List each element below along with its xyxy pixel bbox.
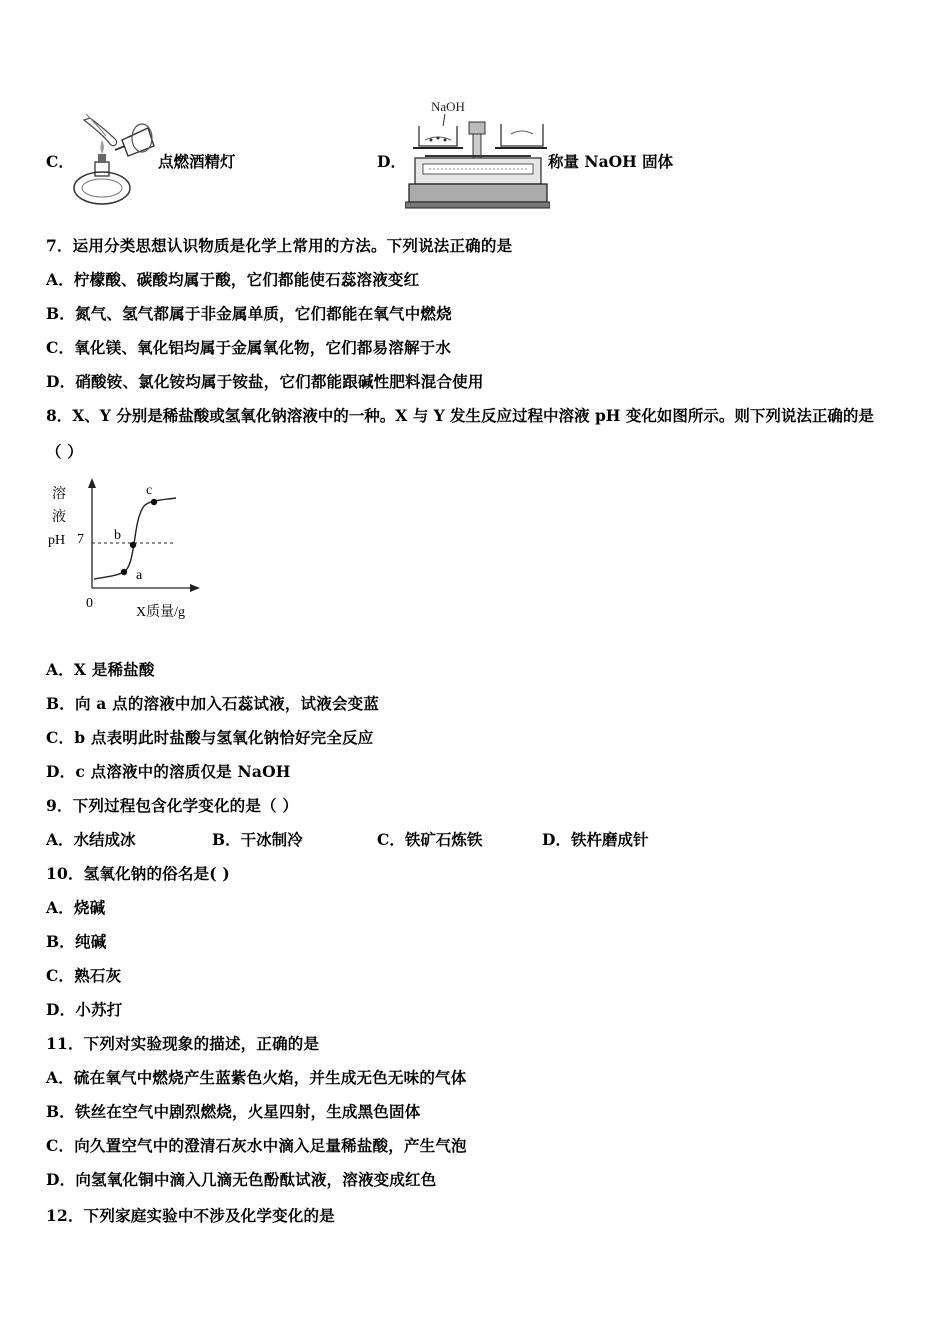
q7-option-d: D．硝酸铵、氯化铵均属于铵盐，它们都能跟碱性肥料混合使用 [46,372,484,391]
q10-option-a: A．烧碱 [46,898,106,917]
chart-ylabel-3: pH [48,533,66,548]
q11-option-c: C．向久置空气中的澄清石灰水中滴入足量稀盐酸，产生气泡 [46,1136,467,1155]
q10-stem: 10．氢氧化钠的俗名是( ) [46,864,230,883]
q9-option-c: C．铁矿石炼铁 [377,830,483,849]
chart-ylabel-1: 溶 [52,487,66,502]
q10-option-c: C．熟石灰 [46,966,122,985]
option-d-letter: D． [377,152,406,171]
chart-y-arrow [88,478,96,488]
q8-option-d: D．c 点溶液中的溶质仅是 NaOH [46,762,291,781]
q10-option-d: D．小苏打 [46,1000,123,1019]
option-d-label: 称量 NaOH 固体 [548,152,674,171]
ph-chart [44,476,214,626]
q9-option-d: D．铁杵磨成针 [542,830,649,849]
chart-point-b-label: b [114,528,121,543]
q8-stem: 8．X、Y 分别是稀盐酸或氢氧化钠溶液中的一种。X 与 Y 发生反应过程中溶液 pH 变化如图所示。则下列说法正确的是 [46,406,874,425]
q9-option-a: A．水结成冰 [46,830,136,849]
q9-option-b: B．干冰制冷 [212,830,303,849]
alcohol-lamp-lighting-icon [70,110,160,210]
q7-option-a: A．柠檬酸、碳酸均属于酸，它们都能使石蕊溶液变红 [46,270,420,289]
q10-option-b: B．纯碱 [46,932,107,951]
q7-stem: 7．运用分类思想认识物质是化学上常用的方法。下列说法正确的是 [46,236,513,255]
chart-ref-label: 7 [77,532,84,547]
q11-option-b: B．铁丝在空气中剧烈燃烧，火星四射，生成黑色固体 [46,1102,421,1121]
q12-stem: 12．下列家庭实验中不涉及化学变化的是 [46,1206,335,1225]
q11-stem: 11．下列对实验现象的描述，正确的是 [46,1034,320,1053]
chart-point-b [130,542,136,548]
chart-ylabel-2: 液 [52,510,66,525]
q11-option-d: D．向氢氧化铜中滴入几滴无色酚酞试液，溶液变成红色 [46,1170,437,1189]
q8-option-a: A．X 是稀盐酸 [46,660,155,679]
chart-point-c [151,499,157,505]
q8-bracket: （ ） [46,442,83,461]
chart-origin-label: 0 [86,596,93,611]
option-c-letter: C． [46,152,74,171]
chart-curve [94,498,176,579]
chart-xlabel: X质量/g [136,605,185,620]
chart-point-a-label: a [136,568,143,583]
q11-option-a: A．硫在氧气中燃烧产生蓝紫色火焰，并生成无色无味的气体 [46,1068,467,1087]
chart-point-c-label: c [146,483,153,498]
q8-option-c: C．b 点表明此时盐酸与氢氧化钠恰好完全反应 [46,728,374,747]
chart-point-a [121,569,127,575]
q7-option-b: B．氮气、氢气都属于非金属单质，它们都能在氧气中燃烧 [46,304,452,323]
q7-option-c: C．氧化镁、氧化铝均属于金属氧化物，它们都易溶解于水 [46,338,452,357]
option-c-label: 点燃酒精灯 [158,152,236,171]
q9-stem: 9．下列过程包含化学变化的是（ ） [46,796,299,815]
naoh-reagent-label: NaOH [431,99,465,114]
chart-x-arrow [190,584,200,592]
balance-scale-icon [405,96,550,212]
q8-option-b: B．向 a 点的溶液中加入石蕊试液，试液会变蓝 [46,694,380,713]
